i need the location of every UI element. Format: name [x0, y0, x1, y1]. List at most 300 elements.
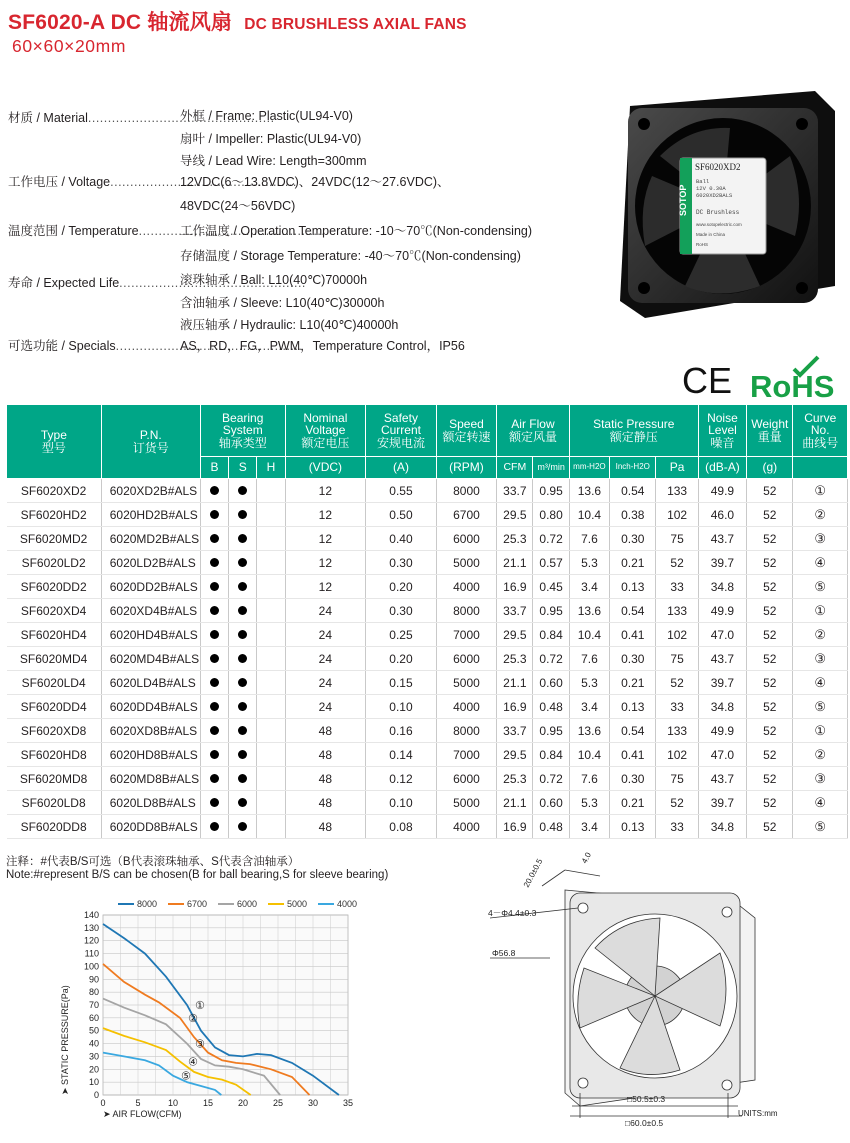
bearing-dot-cell [229, 671, 257, 695]
x-axis-label: ➤ AIR FLOW(CFM) [103, 1109, 182, 1119]
cell-inch: 0.30 [610, 767, 656, 791]
cell-db: 43.7 [698, 767, 746, 791]
y-tick-label: 50 [88, 1025, 99, 1036]
dim-50: □50.5±0.3 [627, 1094, 666, 1104]
cell-pn: 6020HD2B#ALS [101, 503, 200, 527]
bearing-dot [210, 486, 219, 495]
bearing-dot-cell [229, 743, 257, 767]
spec-life-line-3: 液压轴承 / Hydraulic: L10(40℃)40000h [180, 318, 399, 332]
bearing-dot-cell [200, 791, 228, 815]
cell-pa: 75 [656, 647, 698, 671]
bearing-dot [210, 654, 219, 663]
cell-db: 49.9 [698, 719, 746, 743]
spec-voltage-line-1: 12VDC(6～13.8VDC)、24VDC(12～27.6VDC)、 [180, 175, 450, 189]
note-en: Note:#represent B/S can be chosen(B for ball bearing,S for sleeve bearing) [6, 869, 389, 881]
cell-rpm: 5000 [436, 551, 496, 575]
cell-inch: 0.21 [610, 551, 656, 575]
cell-pn: 6020HD4B#ALS [101, 623, 200, 647]
dim-60: □60.0±0.5 [625, 1118, 664, 1128]
cell-pn: 6020DD4B#ALS [101, 695, 200, 719]
col-pn: P.N. 订货号 [101, 405, 200, 479]
cell-a: 0.15 [366, 671, 437, 695]
photo-label-line3: 6020XD2BALS [696, 192, 733, 199]
cell-cfm: 16.9 [497, 695, 533, 719]
cell-db: 34.8 [698, 695, 746, 719]
spec-specials-line: AS，RD，FG，PWM，Temperature Control，IP56 [180, 339, 465, 353]
cell-cfm: 16.9 [497, 815, 533, 839]
cell-a: 0.08 [366, 815, 437, 839]
y-tick-label: 0 [93, 1090, 99, 1100]
fan-size: 60×60×20mm [12, 36, 126, 56]
cell-v: 12 [285, 479, 366, 503]
bearing-dot-cell [229, 767, 257, 791]
cell-m3: 0.95 [533, 599, 569, 623]
cell-pa: 75 [656, 767, 698, 791]
cell-rpm: 8000 [436, 719, 496, 743]
cell-curve: ③ [793, 527, 848, 551]
cell-db: 39.7 [698, 671, 746, 695]
cell-a: 0.12 [366, 767, 437, 791]
cell-curve: ① [793, 719, 848, 743]
bearing-empty-cell [257, 767, 285, 791]
cell-rpm: 6700 [436, 503, 496, 527]
cell-type: SF6020DD2 [7, 575, 102, 599]
bearing-empty-cell [257, 719, 285, 743]
y-tick-label: 30 [88, 1051, 99, 1062]
table-row [7, 791, 848, 815]
cell-pa: 52 [656, 791, 698, 815]
col-inch: Inch-H2O [610, 457, 656, 479]
cell-curve: ③ [793, 647, 848, 671]
cell-pn: 6020MD4B#ALS [101, 647, 200, 671]
cell-rpm: 4000 [436, 575, 496, 599]
y-tick-label: 20 [88, 1064, 99, 1075]
x-tick-label: 0 [100, 1098, 106, 1108]
legend-label: 5000 [287, 899, 308, 909]
cell-pn: 6020LD2B#ALS [101, 551, 200, 575]
bearing-dot-cell [229, 815, 257, 839]
cell-pn: 6020XD8B#ALS [101, 719, 200, 743]
bearing-dot-cell [229, 527, 257, 551]
bearing-dot [210, 702, 219, 711]
bearing-dot-cell [229, 695, 257, 719]
cell-type: SF6020MD4 [7, 647, 102, 671]
cell-rpm: 7000 [436, 623, 496, 647]
spec-temperature-label: 温度范围 / Temperature ..... [8, 221, 180, 239]
bearing-dot-cell [200, 503, 228, 527]
fan-photo [600, 86, 840, 326]
cell-mm: 13.6 [569, 719, 609, 743]
bearing-empty-cell [257, 695, 285, 719]
dim-20: 20.0±0.5 [521, 857, 545, 889]
cell-rpm: 6000 [436, 647, 496, 671]
cell-type: SF6020LD2 [7, 551, 102, 575]
bearing-dot-cell [229, 479, 257, 503]
cell-curve: ④ [793, 671, 848, 695]
cell-mm: 7.6 [569, 647, 609, 671]
cell-pa: 33 [656, 695, 698, 719]
bearing-dot [210, 798, 219, 807]
bearing-dot [210, 582, 219, 591]
cell-type: SF6020LD4 [7, 671, 102, 695]
cell-v: 24 [285, 623, 366, 647]
cell-db: 43.7 [698, 647, 746, 671]
photo-label-line7: RoHS [696, 242, 709, 247]
dimension-drawing [470, 848, 850, 1138]
spec-life-line-2: 含油轴承 / Sleeve: L10(40℃)30000h [180, 296, 385, 310]
photo-label-line4: DC Brushless [696, 209, 740, 216]
cell-curve: ④ [793, 551, 848, 575]
cell-mm: 7.6 [569, 767, 609, 791]
cell-pa: 52 [656, 551, 698, 575]
cell-g: 52 [747, 623, 793, 647]
bearing-empty-cell [257, 527, 285, 551]
cell-inch: 0.41 [610, 623, 656, 647]
table-row [7, 479, 848, 503]
cell-rpm: 6000 [436, 767, 496, 791]
curve-label: ④ [188, 1055, 198, 1069]
dim-4: 4.0 [579, 850, 593, 865]
cell-db: 34.8 [698, 815, 746, 839]
x-tick-label: 15 [202, 1098, 214, 1108]
bearing-dot [210, 558, 219, 567]
y-tick-label: 10 [88, 1077, 99, 1088]
legend-label: 8000 [137, 899, 158, 909]
cell-a: 0.30 [366, 551, 437, 575]
cell-type: SF6020LD8 [7, 791, 102, 815]
y-tick-label: 140 [83, 910, 99, 920]
page-title [8, 6, 467, 36]
bearing-dot-cell [229, 719, 257, 743]
note-cn: 注释：#代表B/S可选（B代表滚珠轴承、S代表含油轴承） [6, 856, 300, 868]
cell-curve: ④ [793, 791, 848, 815]
cell-pn: 6020MD8B#ALS [101, 767, 200, 791]
bearing-dot-cell [200, 551, 228, 575]
bearing-dot-cell [200, 671, 228, 695]
cell-cfm: 21.1 [497, 551, 533, 575]
cell-curve: ② [793, 503, 848, 527]
legend-label: 4000 [337, 899, 358, 909]
spec-voltage-line-2: 48VDC(24～56VDC) [180, 199, 296, 213]
table-row [7, 719, 848, 743]
bearing-empty-cell [257, 479, 285, 503]
table-row [7, 623, 848, 647]
cell-pa: 102 [656, 503, 698, 527]
cell-type: SF6020HD8 [7, 743, 102, 767]
cell-a: 0.10 [366, 695, 437, 719]
bearing-empty-cell [257, 815, 285, 839]
rohs-logo: RoHS [750, 369, 835, 404]
spec-temperature-line-2: 存储温度 / Storage Temperature: -40～70℃(Non-condensing) [180, 249, 521, 263]
bearing-empty-cell [257, 623, 285, 647]
cell-v: 12 [285, 575, 366, 599]
spec-material-line-3: 导线 / Lead Wire: Length=300mm [180, 154, 367, 168]
cell-inch: 0.54 [610, 479, 656, 503]
y-tick-label: 60 [88, 1012, 99, 1023]
bearing-dot-cell [200, 575, 228, 599]
bearing-dot [238, 510, 247, 519]
cell-type: SF6020HD4 [7, 623, 102, 647]
curve-label: ② [188, 1011, 198, 1025]
photo-label-line2: 12V 0.30A [696, 185, 726, 192]
bearing-dot-cell [229, 575, 257, 599]
cell-cfm: 29.5 [497, 503, 533, 527]
cell-a: 0.10 [366, 791, 437, 815]
cell-curve: ⑤ [793, 695, 848, 719]
cell-mm: 10.4 [569, 623, 609, 647]
bearing-dot-cell [200, 743, 228, 767]
cell-db: 49.9 [698, 599, 746, 623]
cell-a: 0.20 [366, 647, 437, 671]
table-row [7, 695, 848, 719]
cell-a: 0.16 [366, 719, 437, 743]
photo-label-line6: Made in China [696, 232, 726, 237]
table-row [7, 743, 848, 767]
cell-g: 52 [747, 743, 793, 767]
bearing-dot [238, 606, 247, 615]
cell-rpm: 5000 [436, 671, 496, 695]
col-b: B [200, 457, 228, 479]
y-tick-label: 130 [83, 922, 99, 933]
cell-pa: 133 [656, 479, 698, 503]
cell-inch: 0.13 [610, 695, 656, 719]
y-tick-label: 100 [83, 961, 99, 972]
cell-pa: 33 [656, 575, 698, 599]
spec-material-line-2: 扇叶 / Impeller: Plastic(UL94-V0) [180, 132, 362, 146]
cell-rpm: 6000 [436, 527, 496, 551]
units-label: UNITS:mm [738, 1109, 778, 1118]
table-row [7, 599, 848, 623]
cell-m3: 0.72 [533, 767, 569, 791]
cell-pn: 6020DD2B#ALS [101, 575, 200, 599]
bearing-dot [238, 678, 247, 687]
col-s: S [229, 457, 257, 479]
col-mm: mm-H2O [569, 457, 609, 479]
cell-type: SF6020XD8 [7, 719, 102, 743]
cell-type: SF6020MD2 [7, 527, 102, 551]
cell-pa: 102 [656, 623, 698, 647]
x-tick-label: 5 [135, 1098, 141, 1108]
cell-g: 52 [747, 503, 793, 527]
cell-db: 47.0 [698, 623, 746, 647]
y-tick-label: 40 [88, 1038, 99, 1049]
cell-mm: 3.4 [569, 815, 609, 839]
col-voltage-unit: (VDC) [285, 457, 366, 479]
cell-pn: 6020LD4B#ALS [101, 671, 200, 695]
cell-m3: 0.80 [533, 503, 569, 527]
cell-inch: 0.41 [610, 743, 656, 767]
bearing-dot [238, 582, 247, 591]
cell-cfm: 33.7 [497, 599, 533, 623]
bearing-empty-cell [257, 599, 285, 623]
dim-holes: 4－Φ4.4±0.3 [488, 908, 537, 918]
cell-db: 49.9 [698, 479, 746, 503]
cell-mm: 5.3 [569, 551, 609, 575]
cell-inch: 0.21 [610, 791, 656, 815]
cell-a: 0.50 [366, 503, 437, 527]
col-weight: Weight 重量 [747, 405, 793, 457]
y-tick-label: 90 [88, 974, 99, 985]
cell-v: 48 [285, 767, 366, 791]
cell-m3: 0.60 [533, 671, 569, 695]
cell-cfm: 16.9 [497, 575, 533, 599]
ce-logo: CE [682, 360, 733, 401]
bearing-dot-cell [229, 599, 257, 623]
cell-db: 46.0 [698, 503, 746, 527]
bearing-dot [238, 558, 247, 567]
photo-label-line5: www.sotopelectric.com [696, 222, 742, 227]
bearing-dot-cell [200, 599, 228, 623]
curve-label: ③ [195, 1037, 205, 1051]
cell-a: 0.40 [366, 527, 437, 551]
cell-a: 0.14 [366, 743, 437, 767]
bearing-dot [238, 702, 247, 711]
cell-g: 52 [747, 671, 793, 695]
table-row [7, 767, 848, 791]
photo-label-line1: Ball [696, 178, 710, 185]
col-curve-unit [793, 457, 848, 479]
col-bearing: Bearing System 轴承类型 [200, 405, 285, 457]
cell-rpm: 4000 [436, 815, 496, 839]
spec-voltage-label: 工作电压 / Voltage ..... [8, 172, 180, 190]
cell-a: 0.30 [366, 599, 437, 623]
cell-g: 52 [747, 791, 793, 815]
col-h: H [257, 457, 285, 479]
y-tick-label: 80 [88, 987, 99, 998]
cell-pn: 6020XD2B#ALS [101, 479, 200, 503]
cell-inch: 0.13 [610, 815, 656, 839]
photo-label-brand: SOTOP [678, 184, 688, 216]
cell-rpm: 8000 [436, 599, 496, 623]
y-tick-label: 120 [83, 935, 99, 946]
spec-life-line-1: 滚珠轴承 / Ball: L10(40℃)70000h [180, 273, 368, 287]
cell-v: 24 [285, 671, 366, 695]
bearing-dot [238, 726, 247, 735]
cell-cfm: 29.5 [497, 623, 533, 647]
bearing-empty-cell [257, 743, 285, 767]
bearing-dot [238, 654, 247, 663]
cell-g: 52 [747, 719, 793, 743]
col-voltage: Nominal Voltage 额定电压 [285, 405, 366, 457]
col-pressure: Static Pressure 额定静压 [569, 405, 698, 457]
cell-a: 0.25 [366, 623, 437, 647]
bearing-dot-cell [200, 815, 228, 839]
cell-db: 47.0 [698, 743, 746, 767]
cell-cfm: 21.1 [497, 791, 533, 815]
cell-inch: 0.30 [610, 527, 656, 551]
spec-material-line-1: 外框 / Frame: Plastic(UL94-V0) [180, 109, 353, 123]
bearing-dot [210, 774, 219, 783]
spec-table [6, 404, 848, 839]
cell-v: 24 [285, 695, 366, 719]
col-current: Safety Current 安规电流 [366, 405, 437, 457]
col-m3: m³/min [533, 457, 569, 479]
cell-rpm: 7000 [436, 743, 496, 767]
bearing-dot-cell [200, 695, 228, 719]
cell-m3: 0.72 [533, 647, 569, 671]
cell-cfm: 33.7 [497, 719, 533, 743]
y-tick-label: 110 [84, 948, 99, 959]
cell-cfm: 33.7 [497, 479, 533, 503]
cell-m3: 0.95 [533, 719, 569, 743]
cell-g: 52 [747, 695, 793, 719]
bearing-dot [210, 678, 219, 687]
spec-material-label: 材质 / Material ..... [8, 108, 180, 126]
cell-rpm: 4000 [436, 695, 496, 719]
bearing-empty-cell [257, 503, 285, 527]
cell-v: 48 [285, 743, 366, 767]
col-speed: Speed 额定转速 [436, 405, 496, 457]
bearing-dot-cell [200, 767, 228, 791]
cell-cfm: 25.3 [497, 527, 533, 551]
cell-curve: ③ [793, 767, 848, 791]
cell-mm: 13.6 [569, 479, 609, 503]
cell-cfm: 29.5 [497, 743, 533, 767]
cell-v: 24 [285, 599, 366, 623]
spec-specials-label: 可选功能 / Specials ..... [8, 336, 180, 354]
cell-type: SF6020XD4 [7, 599, 102, 623]
cell-inch: 0.21 [610, 671, 656, 695]
cell-v: 48 [285, 719, 366, 743]
legend-label: 6000 [237, 899, 258, 909]
cell-mm: 10.4 [569, 743, 609, 767]
col-type: Type 型号 [7, 405, 102, 479]
cell-db: 39.7 [698, 551, 746, 575]
cell-m3: 0.84 [533, 743, 569, 767]
bearing-dot-cell [200, 647, 228, 671]
cell-mm: 3.4 [569, 695, 609, 719]
cell-pn: 6020XD4B#ALS [101, 599, 200, 623]
bearing-dot [210, 510, 219, 519]
cell-mm: 10.4 [569, 503, 609, 527]
cell-g: 52 [747, 527, 793, 551]
cell-g: 52 [747, 479, 793, 503]
bearing-dot [238, 630, 247, 639]
cell-g: 52 [747, 815, 793, 839]
spec-temperature-line-1: 工作温度 / Operation Temperature: -10～70℃(Non-condensing) [180, 224, 533, 238]
cell-pa: 133 [656, 719, 698, 743]
bearing-dot [210, 630, 219, 639]
curve-label: ⑤ [181, 1069, 191, 1083]
cell-curve: ① [793, 479, 848, 503]
bearing-dot [210, 750, 219, 759]
table-row [7, 647, 848, 671]
bearing-dot [238, 750, 247, 759]
bearing-dot-cell [200, 719, 228, 743]
cell-g: 52 [747, 647, 793, 671]
cell-inch: 0.54 [610, 599, 656, 623]
cell-mm: 3.4 [569, 575, 609, 599]
col-cfm: CFM [497, 457, 533, 479]
x-tick-label: 30 [307, 1098, 319, 1108]
cell-type: SF6020HD2 [7, 503, 102, 527]
spec-life-label: 寿命 / Expected Life ..... [8, 273, 180, 291]
cell-db: 39.7 [698, 791, 746, 815]
cell-m3: 0.57 [533, 551, 569, 575]
bearing-dot [238, 774, 247, 783]
bearing-dot [238, 486, 247, 495]
bearing-dot-cell [200, 479, 228, 503]
pq-curve-chart [50, 895, 358, 1120]
curve-label: ① [195, 999, 205, 1012]
cell-m3: 0.48 [533, 815, 569, 839]
cell-m3: 0.72 [533, 527, 569, 551]
cell-mm: 13.6 [569, 599, 609, 623]
cell-cfm: 25.3 [497, 767, 533, 791]
cell-rpm: 8000 [436, 479, 496, 503]
cell-g: 52 [747, 575, 793, 599]
bearing-dot-cell [229, 503, 257, 527]
